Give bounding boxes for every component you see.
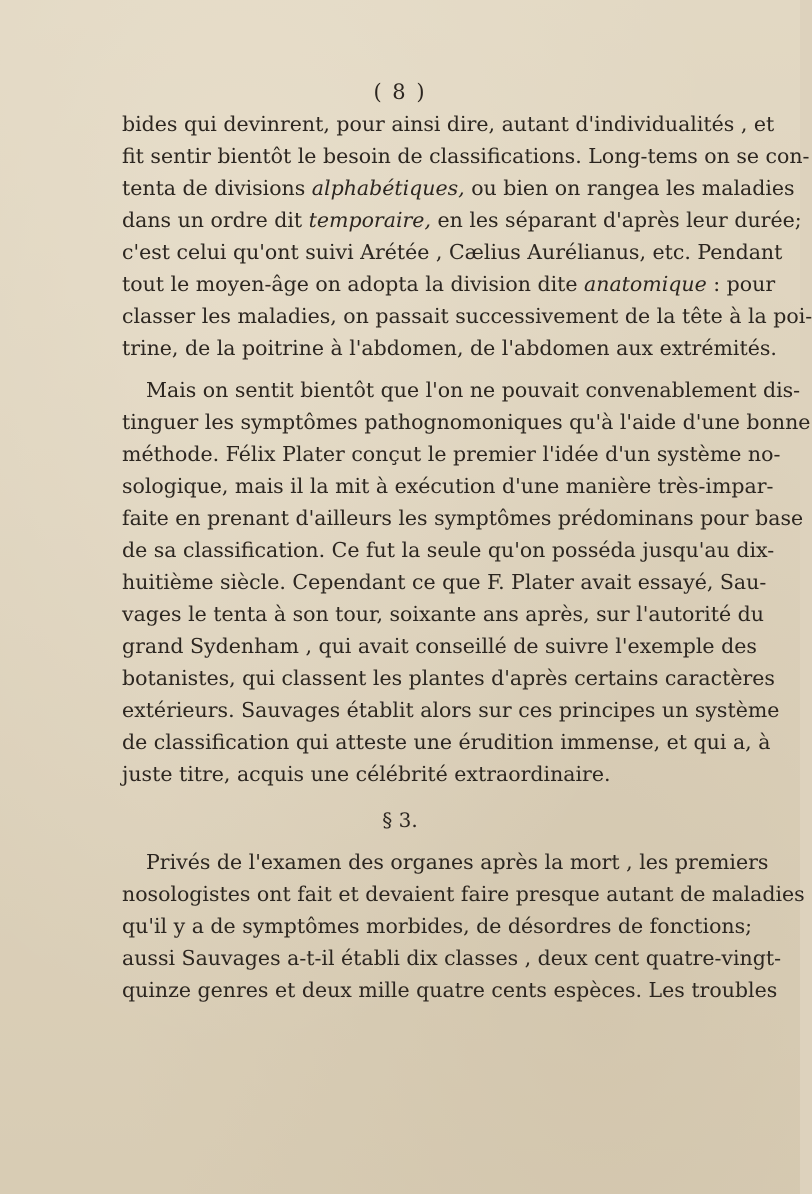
text-line: juste titre, acquis une célébrité extraordinaire.	[122, 762, 611, 786]
text-line: tinguer les symptômes pathognomoniques qu'à l'aide d'une bonne	[122, 410, 811, 434]
italic-term: anatomique	[584, 272, 707, 296]
text-line: bides qui devinrent, pour ainsi dire, autant d'individualités , et	[122, 112, 775, 136]
text-line: de sa classification. Ce fut la seule qu'on posséda jusqu'au dix-	[122, 538, 775, 562]
text-line: vages le tenta à son tour, soixante ans après, sur l'autorité du	[122, 602, 764, 626]
section-heading: § 3.	[382, 808, 418, 832]
text-line: classer les maladies, on passait successivement de la tête à la poi-	[122, 304, 812, 328]
text-line: fit sentir bientôt le besoin de classifications. Long-tems on se con-	[122, 144, 810, 168]
text-line: grand Sydenham , qui avait conseillé de suivre l'exemple des	[122, 634, 757, 658]
text-line: tenta de divisions alphabétiques, ou bien on rangea les maladies	[122, 176, 795, 200]
text-line: botanistes, qui classent les plantes d'après certains caractères	[122, 666, 775, 690]
text-line: huitième siècle. Cependant ce que F. Plater avait essayé, Sau-	[122, 570, 767, 594]
text-line: aussi Sauvages a-t-il établi dix classes , deux cent quatre-vingt-	[122, 946, 782, 970]
text-line: tout le moyen-âge on adopta la division dite anatomique : pour	[122, 272, 776, 296]
text-line: Mais on sentit bientôt que l'on ne pouvait convenablement dis-	[146, 378, 801, 402]
text-line: méthode. Félix Plater conçut le premier l'idée d'un système no-	[122, 442, 781, 466]
text-line: faite en prenant d'ailleurs les symptômes prédominans pour base	[122, 506, 804, 530]
text-line: extérieurs. Sauvages établit alors sur ces principes un système	[122, 698, 780, 722]
italic-term: temporaire,	[308, 208, 431, 232]
text-line: sologique, mais il la mit à exécution d'une manière très-impar-	[122, 474, 774, 498]
text-line: Privés de l'examen des organes après la mort , les premiers	[146, 850, 769, 874]
text-line: nosologistes ont fait et devaient faire presque autant de maladies	[122, 882, 805, 906]
text-line: dans un ordre dit temporaire, en les séparant d'après leur durée;	[122, 208, 802, 232]
italic-term: alphabétiques,	[311, 176, 465, 200]
text-line: de classification qui atteste une érudition immense, et qui a, à	[122, 730, 771, 754]
page-number: ( 8 )	[373, 80, 427, 104]
text-line: qu'il y a de symptômes morbides, de désordres de fonctions;	[122, 914, 753, 938]
text-line: quinze genres et deux mille quatre cents espèces. Les troubles	[122, 978, 778, 1002]
text-line: c'est celui qu'ont suivi Arétée , Cælius Aurélianus, etc. Pendant	[122, 240, 783, 264]
text-line: trine, de la poitrine à l'abdomen, de l'abdomen aux extrémités.	[122, 336, 777, 360]
